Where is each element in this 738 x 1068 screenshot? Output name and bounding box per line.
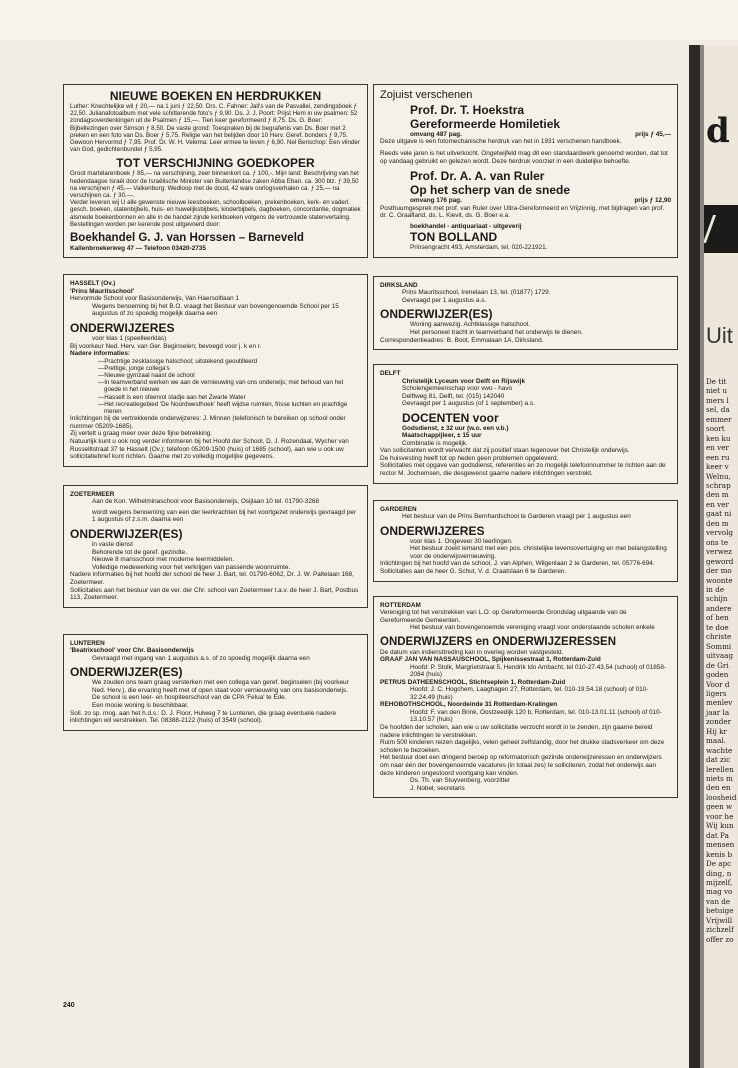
book-desc: Deze uitgave is een fotomechanische herdruk van het in 1931 verschenen handboek. bbox=[380, 138, 622, 146]
list-item: —Hasselt is een sfeervol stadje aan het Zwarte Water bbox=[98, 393, 246, 401]
next-page-line: een ru bbox=[706, 452, 730, 462]
page-number: 240 bbox=[63, 1002, 75, 1009]
ad-body-3: Verder leveren wij U alle gewenste nieuwe leesboeken, schoolboeken, prekenboeken, kerk- en vaderl. gesch. boeken, statenbijbels, huis- en huwelijksbijbels, kinderbijbels, dagboeken, concordantie, dogmatiek alsmede boekenbonnen en alle in de handel zijnde kerkboeken volgens de vertrouwde statenvertaling. bbox=[70, 199, 361, 221]
ad-body-2: Groot martelarenboek ƒ 85,— na verschijning, zeer binnenkort ca. ƒ 100,-. Mijn land: Beschrijving van het hedendaagse Israël door de Israëlische Minister van Buitenlandse zaken Abba Eban. ca. 300 blz. ƒ 39,50 na verschijnen ƒ 45,— Valkenburg: Wedloop met de dood, 42 ware oorlogsverhalen ca. ƒ 25,— na verschijnen ca. ƒ 30,—. bbox=[70, 170, 359, 200]
next-page-line: ding, n bbox=[706, 868, 732, 878]
ad-garderen bbox=[373, 500, 678, 582]
next-page-line: en ver bbox=[706, 443, 729, 453]
vacancy-title: ONDERWIJZERS en ONDERWIJZERESSEN bbox=[380, 635, 617, 648]
list-item: —Prachtige zesklassige halschool; uitstekend geoutilleerd bbox=[98, 357, 258, 365]
ad-line: Inlichtingen bij het hoofd van de school, J. van Alphen, Wilgenlaan 2 te Garderen, tel. 05776-694. bbox=[380, 560, 655, 568]
intro-label: Zojuist verschenen bbox=[380, 89, 473, 101]
next-page-line: dat Pa bbox=[706, 830, 729, 840]
book-gutter bbox=[689, 45, 700, 1068]
location-label: DELFT bbox=[380, 370, 401, 378]
book-meta bbox=[380, 131, 671, 138]
next-page-line: den en bbox=[706, 783, 731, 793]
next-page-line: mers l bbox=[706, 395, 729, 405]
next-page-line: de Gri bbox=[706, 660, 729, 670]
ad-line: Prins Mauritsschool, Irenelaan 13, tel. (01877) 1729. bbox=[402, 289, 551, 297]
ad-line: De datum van indiensttreding kan in overleg worden vastgesteld. bbox=[380, 648, 564, 656]
location-label: DIRKSLAND bbox=[380, 281, 418, 289]
ad-line: voor klas 1. Ongeveer 30 leerlingen. bbox=[410, 537, 513, 545]
publisher-label: boekhandel - antiquariaat - uitgeverij bbox=[410, 222, 522, 230]
list-item: —Nieuwe gymzaal naast de school bbox=[98, 372, 195, 380]
ad-line: Sollicitaties aan het bestuur van de ver. der Chr. school van Zoetermeer t.a.v. de heer J. Bart, Postbus 113, Zoetermeer. bbox=[70, 586, 359, 602]
next-page-line: kenis b bbox=[706, 849, 733, 859]
ad-line: De school is een leer- en hospiteerschool van de CPA 'Felua' te Ede. bbox=[92, 694, 287, 702]
ad-delft bbox=[373, 364, 678, 483]
next-page-line: Voor d bbox=[706, 679, 730, 689]
next-page-line: maal. bbox=[706, 736, 726, 746]
ad-line: Van sollicitanten wordt verwacht dat zij positief staan tegenover het Christelijk onderwijs. bbox=[380, 447, 630, 455]
next-page-line: voor he bbox=[706, 811, 734, 821]
next-page-line: den m bbox=[706, 518, 729, 528]
ad-line: in vaste dienst bbox=[92, 541, 133, 549]
book-meta bbox=[380, 197, 671, 204]
ad-hasselt bbox=[63, 274, 368, 466]
school-name: Christelijk Lyceum voor Delft en Rijswijk bbox=[402, 377, 525, 385]
ad-line: Nieuwe 8 mansschool met moderne leermiddelen. bbox=[92, 556, 235, 564]
next-page-line: geen w bbox=[706, 802, 733, 812]
vacancy-title: ONDERWIJZERES bbox=[380, 523, 485, 538]
signature: Ds. Th. van Stuyvenberg, voorzitter bbox=[410, 777, 511, 785]
ad-line: De huisvesting heeft tot op heden geen problemen opgeleverd. bbox=[380, 454, 559, 462]
next-page-line: gaat ni bbox=[706, 509, 732, 519]
next-page-line: der mo bbox=[706, 566, 732, 576]
ad-lunteren bbox=[63, 634, 368, 731]
ad-line: Het bestuur doet een dringend beroep op reformatorisch gezinde onderwijzeressen en onderwijzers om naar één der bovengenoemde vacatures (in totaal zes) te solliciteren, zodat het onderwijs aan deze kinderen ongestoord voortgang kan vinden. bbox=[380, 754, 662, 777]
book-title: Gereformeerde Homiletiek bbox=[410, 117, 561, 131]
next-page-line: woonte bbox=[706, 575, 733, 585]
ad-line: De hoofden der scholen, aan wie u uw sollicitatie verzocht wordt in te zenden, zijn gaarne bereid nadere inlichtingen te verstrekken. bbox=[380, 724, 653, 739]
next-page-line: mag vo bbox=[706, 887, 733, 897]
ad-line: Het personeel tracht in teamverband het onderwijs te dienen. bbox=[410, 328, 583, 336]
next-page-line: keer v bbox=[706, 462, 729, 472]
list-item: —Het recreatiegebied 'De Noordwesthoek' heeft wijdse ruimten, frisse luchten en prachtige meren bbox=[98, 400, 348, 416]
next-page-line: van de bbox=[706, 896, 731, 906]
book-price: prijs ƒ 12,90 bbox=[634, 197, 671, 205]
next-page-line: in de bbox=[706, 584, 725, 594]
location-label: ROTTERDAM bbox=[380, 601, 421, 609]
next-page-line: lerellen bbox=[706, 764, 734, 774]
shop-address: Kallenbroekerweg 47 — Telefoon 03420-2735 bbox=[70, 245, 206, 253]
ad-line: Ruim 500 kinderen reizen dagelijks, velen geheel zelfstandig, door het drukke stadsverkeer om deze scholen te bezoeken. bbox=[380, 739, 665, 754]
next-page-line: Welnu, bbox=[706, 471, 731, 481]
school-entry: Hoofd: F. van den Brink, Oostzeedijk 120 b, Rotterdam, tel. 010-13.01.11 (school) of 010-13.10.57 (huis) bbox=[410, 708, 662, 724]
ad-nieuwe-boeken bbox=[63, 84, 368, 258]
vacancy-title: ONDERWIJZER(ES) bbox=[380, 307, 493, 322]
ad-line: Bij voorkeur Ned. Herv. van Ger. Beginselen; bevoegd voor j. k en r. bbox=[70, 342, 262, 350]
ad-line: Een mooie woning is beschikbaar. bbox=[92, 701, 189, 709]
ad-line: Het bestuur zoekt iemand met een pos. christelijke levensovertuiging en met belangstelling voor de onderwijsvernieuwing. bbox=[410, 545, 667, 560]
location-label: GARDEREN bbox=[380, 505, 417, 513]
next-page-line: emmer bbox=[706, 414, 732, 424]
list-item: —In teamverband werken we aan de vernieuwing van ons onderwijs; met behoud van het goede in het nieuwe bbox=[98, 379, 344, 394]
publisher-address: Prinsengracht 493, Amsterdam, tel. 020-221921. bbox=[410, 244, 548, 252]
ad-line: voor klas 1 (speelleerklas) bbox=[92, 335, 167, 343]
info-label: Nadere informaties: bbox=[70, 350, 131, 358]
subject: Maatschappijleer, ± 15 uur bbox=[402, 432, 482, 440]
next-page-line: ligers bbox=[706, 688, 727, 698]
next-page-line: zonder bbox=[706, 717, 732, 727]
next-page-fragment bbox=[704, 45, 738, 1068]
vacancy-title: ONDERWIJZERES bbox=[70, 321, 175, 336]
ad-zoetermeer bbox=[63, 485, 368, 608]
next-page-line: Vrijwill bbox=[706, 915, 733, 925]
book-pages: omvang 487 pag. bbox=[410, 131, 462, 138]
ad-line: Gevraagd per 1 augustus (of 1 september) a.s. bbox=[402, 400, 535, 408]
next-page-line: zichzelf bbox=[706, 925, 734, 935]
next-page-line: andere bbox=[706, 603, 732, 613]
vacancy-title: DOCENTEN voor bbox=[402, 410, 499, 425]
right-column bbox=[373, 84, 678, 807]
ad-line: We zouden ons team graag versterken met een collega van geref. beginselen (bij voorkeur Ned. Herv.), die ervaring heeft met of open staat voor vernieuwing van ons basisonderwijs. bbox=[92, 679, 349, 694]
school-name: 'Prins Mauritsschool' bbox=[70, 287, 135, 295]
ad-dirksland bbox=[373, 276, 678, 350]
next-page-line: sel, da bbox=[706, 405, 730, 415]
ad-body: Luther: Knechtelijke wil ƒ 20,— na 1 juni ƒ 22,50. Drs. C. Fahner: Jall's van de Pasvallei, zendingsboek ƒ 22,50. Julianafotoalbum met vele schitterende foto's ƒ 9,90. Ds. J. J. Poort: Prijst Hem in uw psalmen: 52 zondagsoverdenkingen uit de Psalmen ƒ 15,—. Tien keer gereformeerd ƒ 8,75. Ds. G. Boer: Bijbellezingen over Simson ƒ 8,50. De vaste grond: Toespraken bij de begrafenis van Ds. Boer met 2 preken en een foto van Ds. Boer ƒ 5,75. Religie van het belijden door 10 Herv. Geref. bonders ƒ 9,75. Gewoon Hervormd ƒ 7,95. Prof. Dr. W. H. Velema: Leer ermee te leven ƒ 6,90. Nel Benschop: Een vlinder van God, gedichtenbundel ƒ 5,95. bbox=[70, 103, 360, 154]
ad-line: Behorende tot de geref. gezindte. bbox=[92, 548, 187, 556]
next-page-text bbox=[706, 377, 738, 944]
next-page-line: menlev bbox=[706, 698, 733, 708]
ad-line: Het bestuur van bovengenoemde vereniging vraagt voor onderstaande scholen enkele bbox=[410, 624, 655, 632]
ad-line: Natuurlijk kunt u ook nog verder informeren bij het Hoofd der School, D. J. Rozendaal, Wycher van Russelltstraat 37 te Hasselt (Ov.); telefoon 05209-1500 (huis) of 1685 (school), aan wie u ook uw sollicitatiebrief kunt richten. Gaarne met zo volledig mogelijke gegevens. bbox=[70, 438, 349, 461]
next-page-line: Sommi bbox=[706, 641, 732, 651]
next-page-line: schrap bbox=[706, 480, 731, 490]
next-page-line: verwez bbox=[706, 547, 732, 557]
next-page-line: en ver bbox=[706, 499, 729, 509]
ad-line: wordt wegens benoeming van een der leerkrachten bij het voortgezet onderwijs gevraagd per 1 augustus of z.s.m. daarna een bbox=[92, 508, 356, 524]
signature: J. Nobel, secretaris bbox=[410, 784, 465, 792]
ad-line: Gevraagd met ingang van 1 augustus a.s. of zo spoedig mogelijk daarna een bbox=[92, 654, 310, 662]
ad-line: Woning aanwezig. Achtklassige halschool. bbox=[410, 321, 530, 329]
location-label: HASSELT (Ov.) bbox=[70, 280, 116, 288]
location-label: ZOETERMEER bbox=[70, 490, 115, 498]
next-page-line: den m bbox=[706, 490, 729, 500]
school-entry: GRAAF JAN VAN NASSAUSCHOOL, Spijkenissestraat 1, Rotterdam-Zuid bbox=[380, 656, 601, 664]
next-page-line: of hen bbox=[706, 613, 729, 623]
next-page-line: ons te bbox=[706, 537, 729, 547]
ad-rotterdam bbox=[373, 596, 678, 799]
publisher-name: TON BOLLAND bbox=[410, 230, 498, 245]
ad-line: Vereniging tot het verstrekken van L.O. op Gereformeerde Grondslag uitgaande van de Gereformeerde Gemeenten. bbox=[380, 608, 627, 624]
next-page-line: niets m bbox=[706, 774, 733, 784]
book-title: Op het scherp van de snede bbox=[410, 183, 571, 198]
shop-name: Boekhandel G. J. van Horssen – Barneveld bbox=[70, 232, 304, 245]
school-name: 'Beatrixschool' voor Chr. Basisonderwijs bbox=[70, 647, 194, 655]
vacancy-title: ONDERWIJZER(ES) bbox=[70, 665, 183, 680]
ad-line: Soll. zo sp. mog. aan het h.d.s.: D. J. Floor, Hulweg 7 te Lunteren, die graag eventuele nadere inlichtingen wil verstrekken. Tel. 08388-2122 (huis) of 3549 (school). bbox=[70, 709, 337, 725]
next-page-subheading: Uit bbox=[706, 323, 733, 348]
subject: Godsdienst, ± 32 uur (w.o. een v.b.) bbox=[402, 424, 509, 432]
ad-line: Wegens benoeming bij het B.O. vraagt het Bestuur van bovengenoemde School per 15 augustus of zo spoedig mogelijk daarna een bbox=[92, 302, 339, 318]
ad-line: Volledige medewerking voor het verkrijgen van passende woonruimte. bbox=[92, 563, 291, 571]
next-page-line: mijzelf, bbox=[706, 878, 733, 888]
next-page-line: schijn bbox=[706, 594, 728, 604]
school-entry: Hoofd: J. C. Hogchem, Laaghagen 27, Rotterdam, tel. 010-19.54.18 (school) of 010-32.24.49 (huis) bbox=[410, 686, 649, 701]
left-column bbox=[63, 84, 368, 740]
book-desc: Reeds vele jaren is het uitverkocht. Ongetwijfeld mag dit een standaardwerk genoemd worden, dat tot op vandaag gebruikt en gelezen wordt. Deze herdruk voorziet in een duidelijke behoefte. bbox=[380, 150, 668, 165]
ad-line: Nadere informaties bij het hoofd der school de heer J. Bart, tel. 01790-6062, Dr. J. W. Paltelaan 168, Zoetermeer. bbox=[70, 571, 354, 586]
next-page-line: Hij kr bbox=[706, 726, 727, 736]
next-page-line: Wij kun bbox=[706, 821, 734, 831]
next-page-line: soort bbox=[706, 424, 725, 434]
info-list bbox=[70, 358, 361, 416]
ad-body-4: Bestellingen worden per kerende post uitgevoerd door: bbox=[70, 220, 221, 228]
next-page-line: goden bbox=[706, 670, 729, 680]
ad-zojuist-verschenen bbox=[373, 84, 678, 258]
ad-line: Sollicitaties met opgave van godsdienst, referenties en zo mogelijk telefoonnummer te richten aan de rector M. Jochemsen, die desgewenst gaarne nadere inlichtingen verstrekt. bbox=[380, 462, 666, 477]
next-page-line: niet u bbox=[706, 386, 727, 396]
ad-line: Aan de Kon. Wilhelminaschool voor Basisonderwijs, Osijlaan 10 tel. 01790-3268 bbox=[92, 498, 319, 506]
next-page-heading: d bbox=[706, 111, 730, 151]
book-price: prijs ƒ 45,— bbox=[635, 131, 671, 138]
school-entry: Hoofd: P. Stolk, Margrietstraat 5, Hendrik Ido Ambacht, tel 010-27.43.54 (school) of 01858-2084 (huis) bbox=[410, 663, 667, 679]
ad-line: Sollicitaties aan de heer G. Schut, V. d. Craatslaan 6 te Garderen. bbox=[380, 567, 567, 575]
ad-subtitle: TOT VERSCHIJNING GOEDKOPER bbox=[116, 156, 315, 171]
ad-title: NIEUWE BOEKEN EN HERDRUKKEN bbox=[109, 89, 322, 103]
school-entry: PETRUS DATHEENSCHOOL, Stichtseplein 1, Rotterdam-Zuid bbox=[380, 678, 566, 686]
next-page-line: wachte bbox=[706, 745, 733, 755]
location-label: LUNTEREN bbox=[70, 639, 105, 647]
ad-line: Scholengemeenschap voor vwo - havo bbox=[402, 384, 513, 392]
book-author: Prof. Dr. T. Hoekstra bbox=[410, 103, 525, 117]
vacancy-title: ONDERWIJZER(ES) bbox=[70, 527, 183, 542]
next-page-line: te doe bbox=[706, 622, 729, 632]
next-page-line: christe bbox=[706, 632, 732, 642]
list-item: —Prettige, jonge collega's bbox=[98, 364, 170, 372]
ad-line: Hervormde School voor Basisonderwijs, Van Haersoltlaan 1 bbox=[70, 295, 239, 303]
book-pages: omvang 176 pag. bbox=[410, 197, 462, 205]
next-page-line: De apc bbox=[706, 859, 732, 869]
next-page-line: uitvaag bbox=[706, 651, 734, 661]
next-page-line: dat zic bbox=[706, 755, 731, 765]
ad-line: Delftweg 81, Delft, tel. (015) 142040 bbox=[402, 392, 505, 400]
book-desc: Posthuumgesprek met prof. van Ruler over Ultra-Gereformeerd en Vrijzinnig, met bijdragen van prof. dr. C. Graafland, ds. L. Kievit, ds. G. Boer e.a. bbox=[380, 204, 665, 220]
book-author: Prof. Dr. A. A. van Ruler bbox=[410, 169, 545, 184]
ad-line: Het bestuur van de Prins Bernhardschool te Garderen vraagt per 1 augustus een bbox=[402, 512, 631, 520]
next-page-line: jaar la bbox=[706, 707, 730, 717]
ad-line: Gevraagd per 1 augustus a.s. bbox=[402, 296, 487, 304]
next-page-line: loosheid bbox=[706, 792, 737, 802]
next-page-line: betuige bbox=[706, 906, 734, 916]
ad-line: Inlichtingen bij de vertrekkende onderwijzeres: J. Minnen (telefonisch te bereiken op school onder nummer 05209-1685). bbox=[70, 415, 346, 430]
next-page-line: mensen bbox=[706, 840, 735, 850]
next-page-line: offer zo bbox=[706, 934, 734, 944]
top-margin bbox=[0, 0, 738, 40]
school-entry: REHOBOTHSCHOOL, Noordeinde 31 Rotterdam-Kralingen bbox=[380, 701, 558, 709]
ad-line: Combinatie is mogelijk. bbox=[402, 439, 468, 447]
next-page-line: De tit bbox=[706, 377, 727, 386]
next-page-line: geword bbox=[706, 556, 734, 566]
ad-line: Zij vertelt u graag meer over deze fijne betrekking. bbox=[70, 430, 213, 438]
next-page-line: vervolg bbox=[706, 528, 734, 538]
ad-line: Correspondentieadres: B. Boot, Emmalaan 1A, Dirksland. bbox=[380, 336, 544, 344]
next-page-line: ken ku bbox=[706, 433, 731, 443]
